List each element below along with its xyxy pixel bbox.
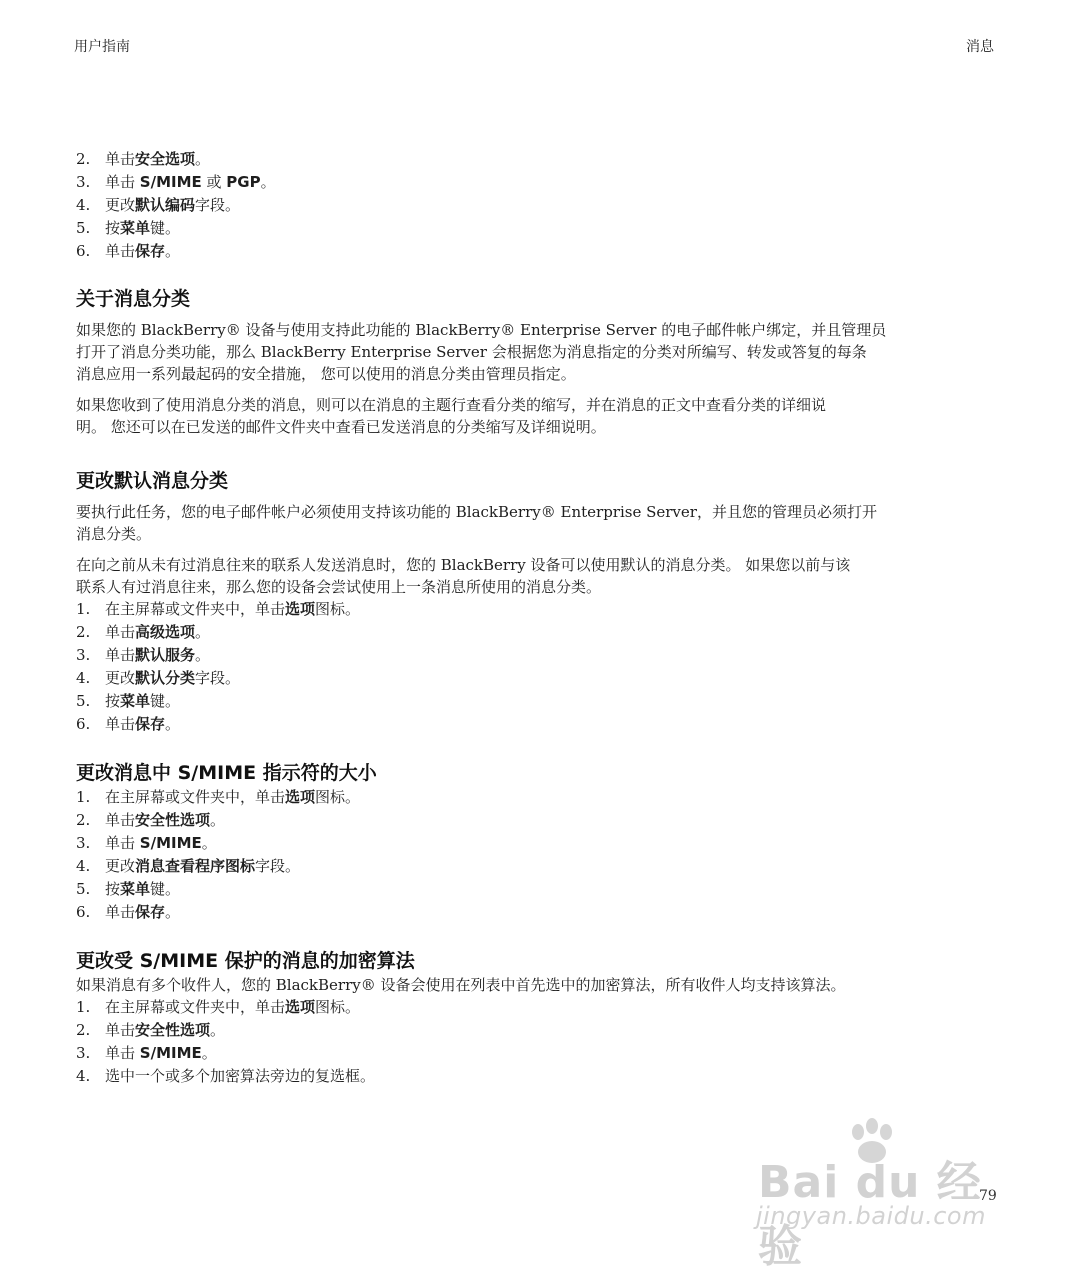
list-item: 5. 按 菜单 键。 xyxy=(76,219,181,237)
list-item: 2. 单击 安全性选项 。 xyxy=(76,811,226,829)
list-item: 4. 更改 默认分类 字段。 xyxy=(76,669,241,687)
steps-list-0 xyxy=(76,148,996,263)
section-heading-change-default-classification: 更改默认消息分类 xyxy=(76,470,229,492)
header-left-title: 用户指南 xyxy=(74,39,130,55)
page-content xyxy=(76,148,996,1088)
steps-list-4 xyxy=(76,996,996,1088)
watermark-logo-text: Bai du 经验 xyxy=(758,1157,982,1272)
paragraph-line: 如果消息有多个收件人，您的 BlackBerry® 设备会使用在列表中首先选中的加密算法，所有收件人均支持该算法。 xyxy=(76,976,846,994)
list-item: 4. 更改 消息查看程序图标 字段。 xyxy=(76,857,301,875)
page-number: 79 xyxy=(979,1188,997,1204)
paragraph-line: 联系人有过消息往来，那么您的设备会尝试使用上一条消息所使用的消息分类。 xyxy=(76,578,602,596)
list-item: 6. 单击 保存 。 xyxy=(76,903,181,921)
list-item: 3. 单击 默认服务 。 xyxy=(76,646,211,664)
paragraph-line: 如果您收到了使用消息分类的消息，则可以在消息的主题行查看分类的缩写，并在消息的正文中查看分类的详细说 xyxy=(76,396,827,414)
header-right-title: 消息 xyxy=(966,39,994,55)
steps-list-2 xyxy=(76,598,996,736)
list-item: 6. 单击 保存 。 xyxy=(76,242,181,260)
paragraph-line: 要执行此任务，您的电子邮件帐户必须使用支持该功能的 BlackBerry® Enterprise Server，并且您的管理员必须打开 xyxy=(76,503,877,521)
watermark-url: jingyan.baidu.com xyxy=(756,1202,986,1230)
list-item: 1. 在主屏幕或文件夹中，单击 选项 图标。 xyxy=(76,998,361,1016)
list-item: 6. 单击 保存 。 xyxy=(76,715,181,733)
list-item: 2. 单击 高级选项 。 xyxy=(76,623,211,641)
section-heading-about-classification: 关于消息分类 xyxy=(76,288,191,310)
list-item: 3. 单击 S/MIME 。 xyxy=(76,1044,217,1062)
list-item: 4. 选中一个或多个加密算法旁边的复选框。 xyxy=(76,1067,376,1085)
list-item: 2. 单击 安全性选项 。 xyxy=(76,1021,226,1039)
list-item: 1. 在主屏幕或文件夹中，单击 选项 图标。 xyxy=(76,788,361,806)
steps-list-3 xyxy=(76,786,996,924)
list-item: 3. 单击 S/MIME 。 xyxy=(76,834,217,852)
paragraph-line: 如果您的 BlackBerry® 设备与使用支持此功能的 BlackBerry® Enterprise Server 的电子邮件帐户绑定，并且管理员 xyxy=(76,321,887,339)
section-heading-smime-indicator-size: 更改消息中 S/MIME 指示符的大小 xyxy=(76,762,377,784)
paragraph-line: 在向之前从未有过消息往来的联系人发送消息时，您的 BlackBerry 设备可以使用默认的消息分类。 如果您以前与该 xyxy=(76,556,851,574)
paragraph-line: 打开了消息分类功能，那么 BlackBerry Enterprise Server 会根据您为消息指定的分类对所编写、转发或答复的每条 xyxy=(76,343,867,361)
list-item: 2. 单击 安全选项 。 xyxy=(76,150,211,168)
list-item: 5. 按 菜单 键。 xyxy=(76,880,181,898)
paragraph-line: 明。 您还可以在已发送的邮件文件夹中查看已发送消息的分类缩写及详细说明。 xyxy=(76,418,606,436)
baidu-jingyan-watermark xyxy=(752,1118,1012,1272)
list-item: 3. 单击 S/MIME 或 PGP 。 xyxy=(76,173,276,191)
paragraph-line: 消息应用一系列最起码的安全措施， 您可以使用的消息分类由管理员指定。 xyxy=(76,365,576,383)
list-item: 4. 更改 默认编码 字段。 xyxy=(76,196,241,214)
section-heading-encryption-algorithm: 更改受 S/MIME 保护的消息的加密算法 xyxy=(76,950,415,972)
list-item: 5. 按 菜单 键。 xyxy=(76,692,181,710)
list-item: 1. 在主屏幕或文件夹中，单击 选项 图标。 xyxy=(76,600,361,618)
paragraph-line: 消息分类。 xyxy=(76,525,152,543)
